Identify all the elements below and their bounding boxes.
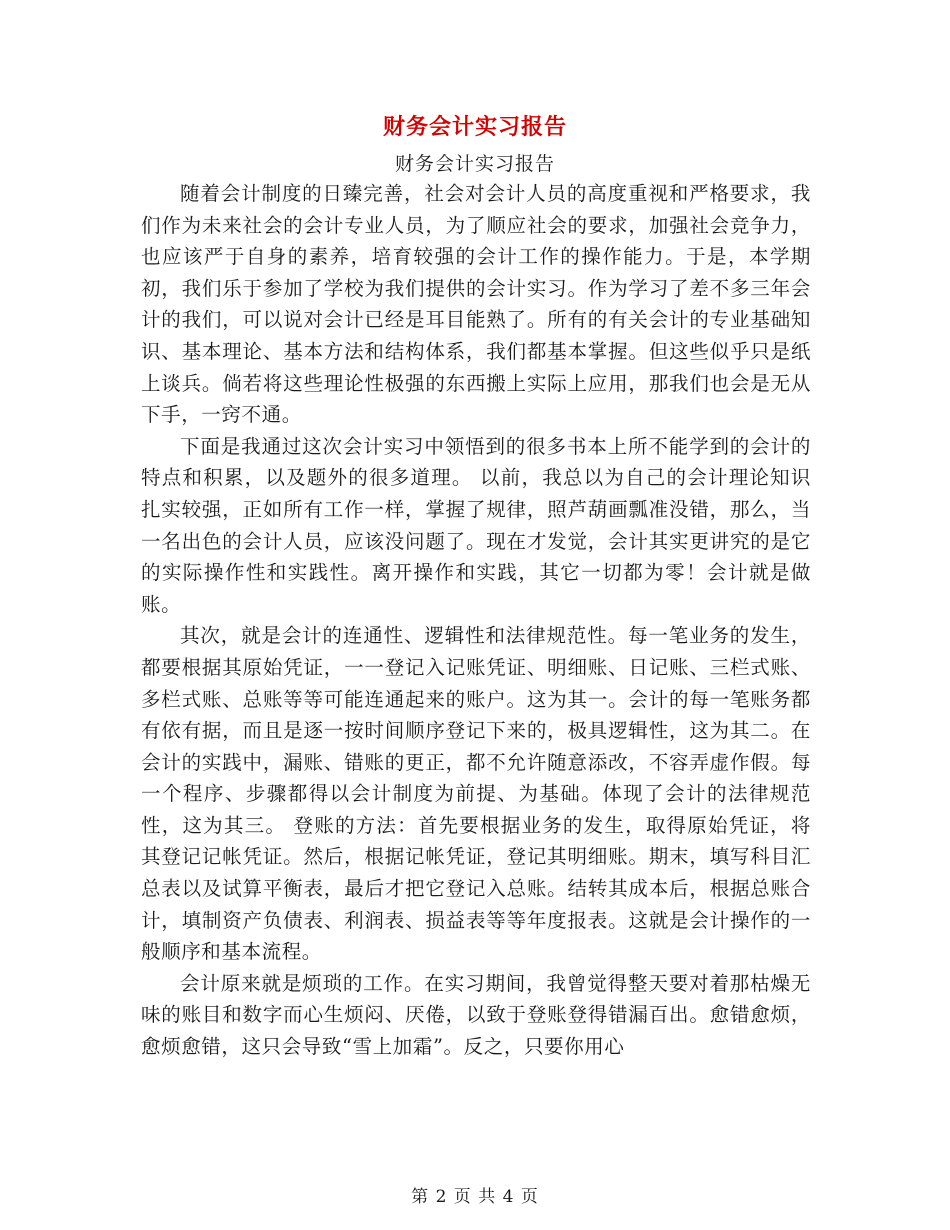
document-body [141,178,811,1063]
document-title: 财务会计实习报告 [382,114,567,140]
paragraph-4: 会计原来就是烦琐的工作。在实习期间，我曾觉得整天要对着那枯燥无味的账目和数字而心生烦闷、厌倦，以致于登账登得错漏百出。愈错愈烦，愈烦愈错，这只会导致“雪上加霜”。反之，只要你用心 [141,971,811,1059]
document-subtitle: 财务会计实习报告 [394,153,555,175]
paragraph-3: 其次，就是会计的连通性、逻辑性和法律规范性。每一笔业务的发生，都要根据其原始凭证，一一登记入记账凭证、明细账、日记账、三栏式账、多栏式账、总账等等可能连通起来的账户。这为其一。会计的每一笔账务都有依有据，而且是逐一按时间顺序登记下来的，极具逻辑性，这为其二。在会计的实践中，漏账、错账的更正，都不允许随意添改，不容弄虚作假。每一个程序、步骤都得以会计制度为前提、为基础。体现了会计的法律规范性，这为其三。 登账的方法：首先要根据业务的发生，取得原始凭证，将其登记记帐凭证。然后，根据记帐凭证，登记其明细账。期末，填写科目汇总表以及试算平衡表，最后才把它登记入总账。结转其成本后，根据总账合计，填制资产负债表、利润表、损益表等等年度报表。这就是会计操作的一般顺序和基本流程。 [141,624,811,964]
paragraph-1: 随着会计制度的日臻完善，社会对会计人员的高度重视和严格要求，我们作为未来社会的会计专业人员，为了顺应社会的要求，加强社会竞争力，也应该严于自身的素养，培育较强的会计工作的操作能力。于是，本学期初，我们乐于参加了学校为我们提供的会计实习。作为学习了差不多三年会计的我们，可以说对会计已经是耳目能熟了。所有的有关会计的专业基础知识、基本理论、基本方法和结构体系，我们都基本掌握。但这些似乎只是纸上谈兵。倘若将这些理论性极强的东西搬上实际上应用，那我们也会是无从下手，一窍不通。 [141,182,811,427]
paragraph-2: 下面是我通过这次会计实习中领悟到的很多书本上所不能学到的会计的特点和积累，以及题外的很多道理。 以前，我总以为自己的会计理论知识扎实较强，正如所有工作一样，掌握了规律，照芦葫画瓢准没错，那么，当一名出色的会计人员，应该没问题了。现在才发觉，会计其实更讲究的是它的实际操作性和实践性。离开操作和实践，其它一切都为零！会计就是做账。 [141,434,811,616]
page-footer: 第 2 页 共 4 页 [411,1187,539,1207]
